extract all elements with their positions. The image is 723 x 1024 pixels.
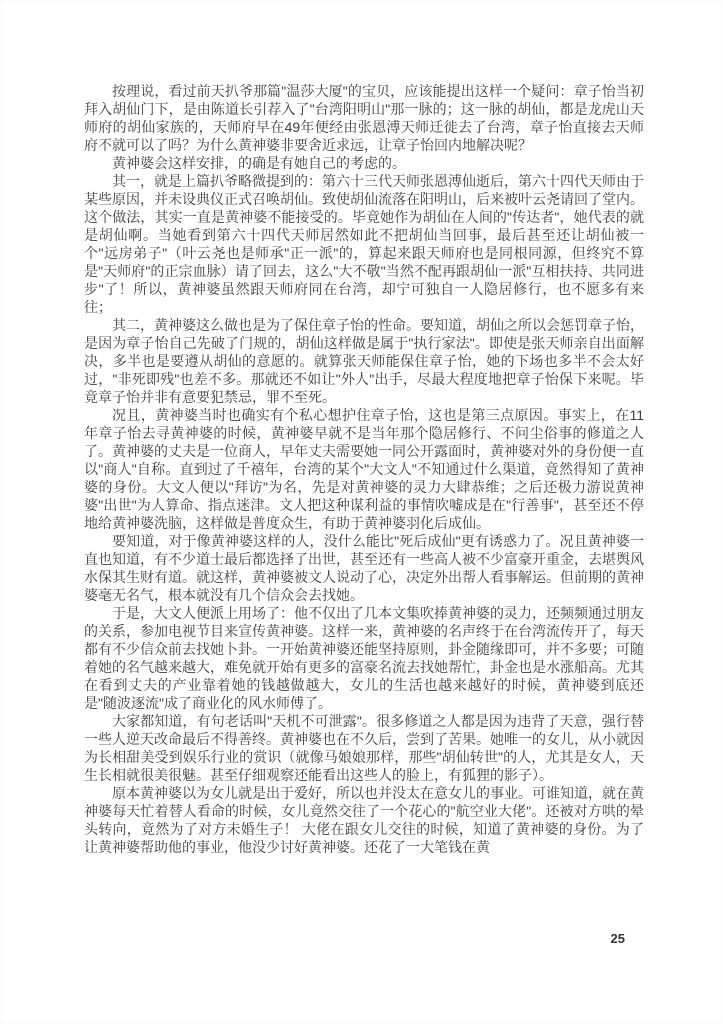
paragraph: 其二，黄神婆这么做也是为了保住章子怡的性命。要知道，胡仙之所以会惩罚章子怡，是因为章子怡自己先破了门规的，胡仙这样做是属于"执行家法"。即使是张天师亲自出面解决，多半也是要遵从胡仙的意愿的。就算张天师能保住章子怡，她的下场也多半不会太好过，"非死即残"也差不多。那就还不如让"外人"出手，尽最大程度地把章子怡保下来呢。毕竟章子怡并非有意要犯禁忌，罪不至死。 — [84, 317, 644, 405]
paragraph: 况且，黄神婆当时也确实有个私心想护住章子怡，这也是第三点原因。事实上，在11年章子怡去寻黄神婆的时候，黄神婆早就不是当年那个隐居修行、不问尘俗事的修道之人了。黄神婆的丈夫是一位商人，早年丈夫需要她一同公开露面时，黄神婆对外的身份便一直以"商人"自称。直到过了千禧年，台湾的某个"大文人"不知通过什么渠道，竟然得知了黄神婆的身份。大文人便以"拜访"为名，先是对黄神婆的灵力大肆恭维；之后还极力游说黄神婆"出世"为人算命、指点迷津。文人把这种谋利益的事情吹嘘成是在"行善事"，甚至还不停地给黄神婆洗脑，这样做是普度众生，有助于黄神婆羽化后成仙。 — [84, 407, 644, 531]
paragraph: 大家都知道，有句老话叫"天机不可泄露"。很多修道之人都是因为违背了天意，强行替一些人逆天改命最后不得善终。黄神婆也在不久后，尝到了苦果。她唯一的女儿，从小就因为长相甜美受到娱乐行业的赏识（就像马娘娘那样，那些"胡仙转世"的人，尤其是女人，天生长相就很美很魅。甚至仔细观察还能看出这些人的脸上，有狐狸的影子）。 — [84, 713, 644, 783]
paragraph: 于是，大文人便派上用场了：他不仅出了几本文集吹捧黄神婆的灵力，还频频通过朋友的关系，参加电视节目来宣传黄神婆。这样一来，黄神婆的名声终于在台湾流传开了，每天都有不少信众前去找她卜卦。一开始黄神婆还能坚持原则，卦金随缘即可，并不多要；可随着她的名气越来越大，难免就开始有更多的富豪名流去找她帮忙，卦金也是水涨船高。尤其在看到丈夫的产业靠着她的钱越做越大，女儿的生活也越来越好的时候，黄神婆到底还是"随波逐流"成了商业化的风水师傅了。 — [84, 605, 644, 711]
paragraph: 按理说，看过前天扒爷那篇"温莎大厦"的宝贝，应该能提出这样一个疑问：章子怡当初拜入胡仙门下，是由陈道长引荐入了"台湾阳明山"那一脉的；这一脉的胡仙，都是龙虎山天师府的胡仙家族的，天师府早在49年便经由张恩溥天师迁徙去了台湾，章子怡直接去天师府不就可以了吗？为什么黄神婆非要舍近求远，让章子怡回内地解决呢？ — [84, 83, 644, 153]
paragraph: 其一，就是上篇扒爷略微提到的：第六十三代天师张恩溥仙逝后，第六十四代天师由于某些原因，并未设典仪正式召唤胡仙。致使胡仙流落在阳明山，后来被叶云尧请回了堂内。这个做法，其实一直是黄神婆不能接受的。毕竟她作为胡仙在人间的"传达者"，她代表的就是胡仙啊。当她看到第六十四代天师居然如此不把胡仙当回事，最后甚至还让胡仙被一个"远房弟子"（叶云尧也是师承"正一派"的，算起来跟天师府也是同根同源，但终究不算是"天师府"的正宗血脉）请了回去，这么"大不敬"当然不配再跟胡仙一派"互相扶持、共同进步"了！所以，黄神婆虽然跟天师府同在台湾，却宁可独自一人隐居修行，也不愿多有来往； — [84, 173, 644, 315]
paragraph: 黄神婆会这样安排，的确是有她自己的考虑的。 — [112, 155, 406, 171]
body-text — [84, 82, 644, 856]
paragraph: 原本黄神婆以为女儿就是出于爱好，所以也并没太在意女儿的事业。可谁知道，就在黄神婆每天忙着替人看命的时候，女儿竟然交往了一个花心的"航空业大佬"。还被对方哄的晕头转向，竟然为了对方未婚生子！ 大佬在跟女儿交往的时候，知道了黄神婆的身份。为了让黄神婆帮助他的事业，他没少讨好黄神婆。还花了一大笔钱在黄 — [84, 785, 644, 855]
paragraph: 要知道，对于像黄神婆这样的人，没什么能比"死后成仙"更有诱惑力了。况且黄神婆一直也知道，有不少道士最后都选择了出世，甚至还有一些高人被不少富豪开重金，去堪舆风水保其生财有道。就这样，黄神婆被文人说动了心，决定外出帮人看事解运。但前期的黄神婆毫无名气，根本就没有几个信众会去找她。 — [84, 533, 644, 603]
page-number: 25 — [610, 931, 625, 946]
